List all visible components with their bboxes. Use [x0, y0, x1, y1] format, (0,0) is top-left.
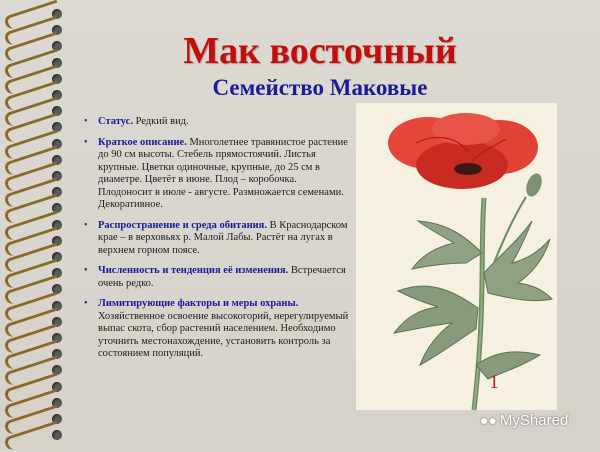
- bullet-icon: •: [84, 265, 88, 276]
- binding-hole: [52, 430, 62, 440]
- item-label: Лимитирующие факторы и меры охраны.: [98, 298, 299, 309]
- bullet-icon: •: [84, 219, 88, 231]
- item-text: В Краснодарском крае – в верховьях р. Малой Лабы. Растёт на лугах в верхнем горном поясе.: [98, 219, 348, 256]
- description-list: [80, 116, 352, 361]
- bullet-icon: •: [84, 116, 88, 127]
- spiral-binding: [0, 0, 62, 450]
- item-text: Хозяйственное освоение высокогорий, нерегулируемый выпас скота, сбор растений населением. Необходимо уточнить местонахождение, установить контроль за состоянием популяций.: [98, 310, 349, 359]
- watermark[interactable]: [480, 412, 568, 429]
- item-label: Статус.: [98, 116, 133, 127]
- list-item-status: [80, 116, 352, 129]
- list-item-description: [80, 137, 352, 212]
- page-subtitle: Семейство Маковые: [212, 75, 428, 100]
- list-item-abundance: [80, 265, 352, 290]
- watermark-text: MyShared: [499, 412, 569, 429]
- item-text: Многолетнее травянистое растение до 90 см высоты. Стебель прямостоячий. Листья крупные. Цветки одиночные, крупные, до 25 см в диаметре. Цветёт в июне. Плод – коробочка. Плодоносит в июле - августе. Размножается семенами. Декоративное.: [98, 136, 348, 210]
- poppy-drawing: [356, 103, 557, 410]
- page-title: Мак восточный: [183, 30, 457, 72]
- item-label: Численность и тенденция её изменения.: [98, 265, 289, 276]
- list-item-limiting-factors: [80, 298, 352, 361]
- description-list-container: [80, 116, 352, 369]
- item-label: Краткое описание.: [98, 136, 187, 148]
- bullet-icon: •: [84, 298, 88, 309]
- people-icon: ●●: [480, 412, 497, 428]
- item-label: Распространение и среда обитания.: [98, 219, 267, 231]
- bullet-icon: •: [84, 136, 88, 148]
- item-text: Редкий вид.: [132, 116, 189, 127]
- poppy-illustration: [356, 103, 557, 410]
- list-item-distribution: [80, 220, 352, 258]
- item-text: Встречается очень редко.: [98, 265, 346, 289]
- plate-number: 1: [489, 371, 499, 393]
